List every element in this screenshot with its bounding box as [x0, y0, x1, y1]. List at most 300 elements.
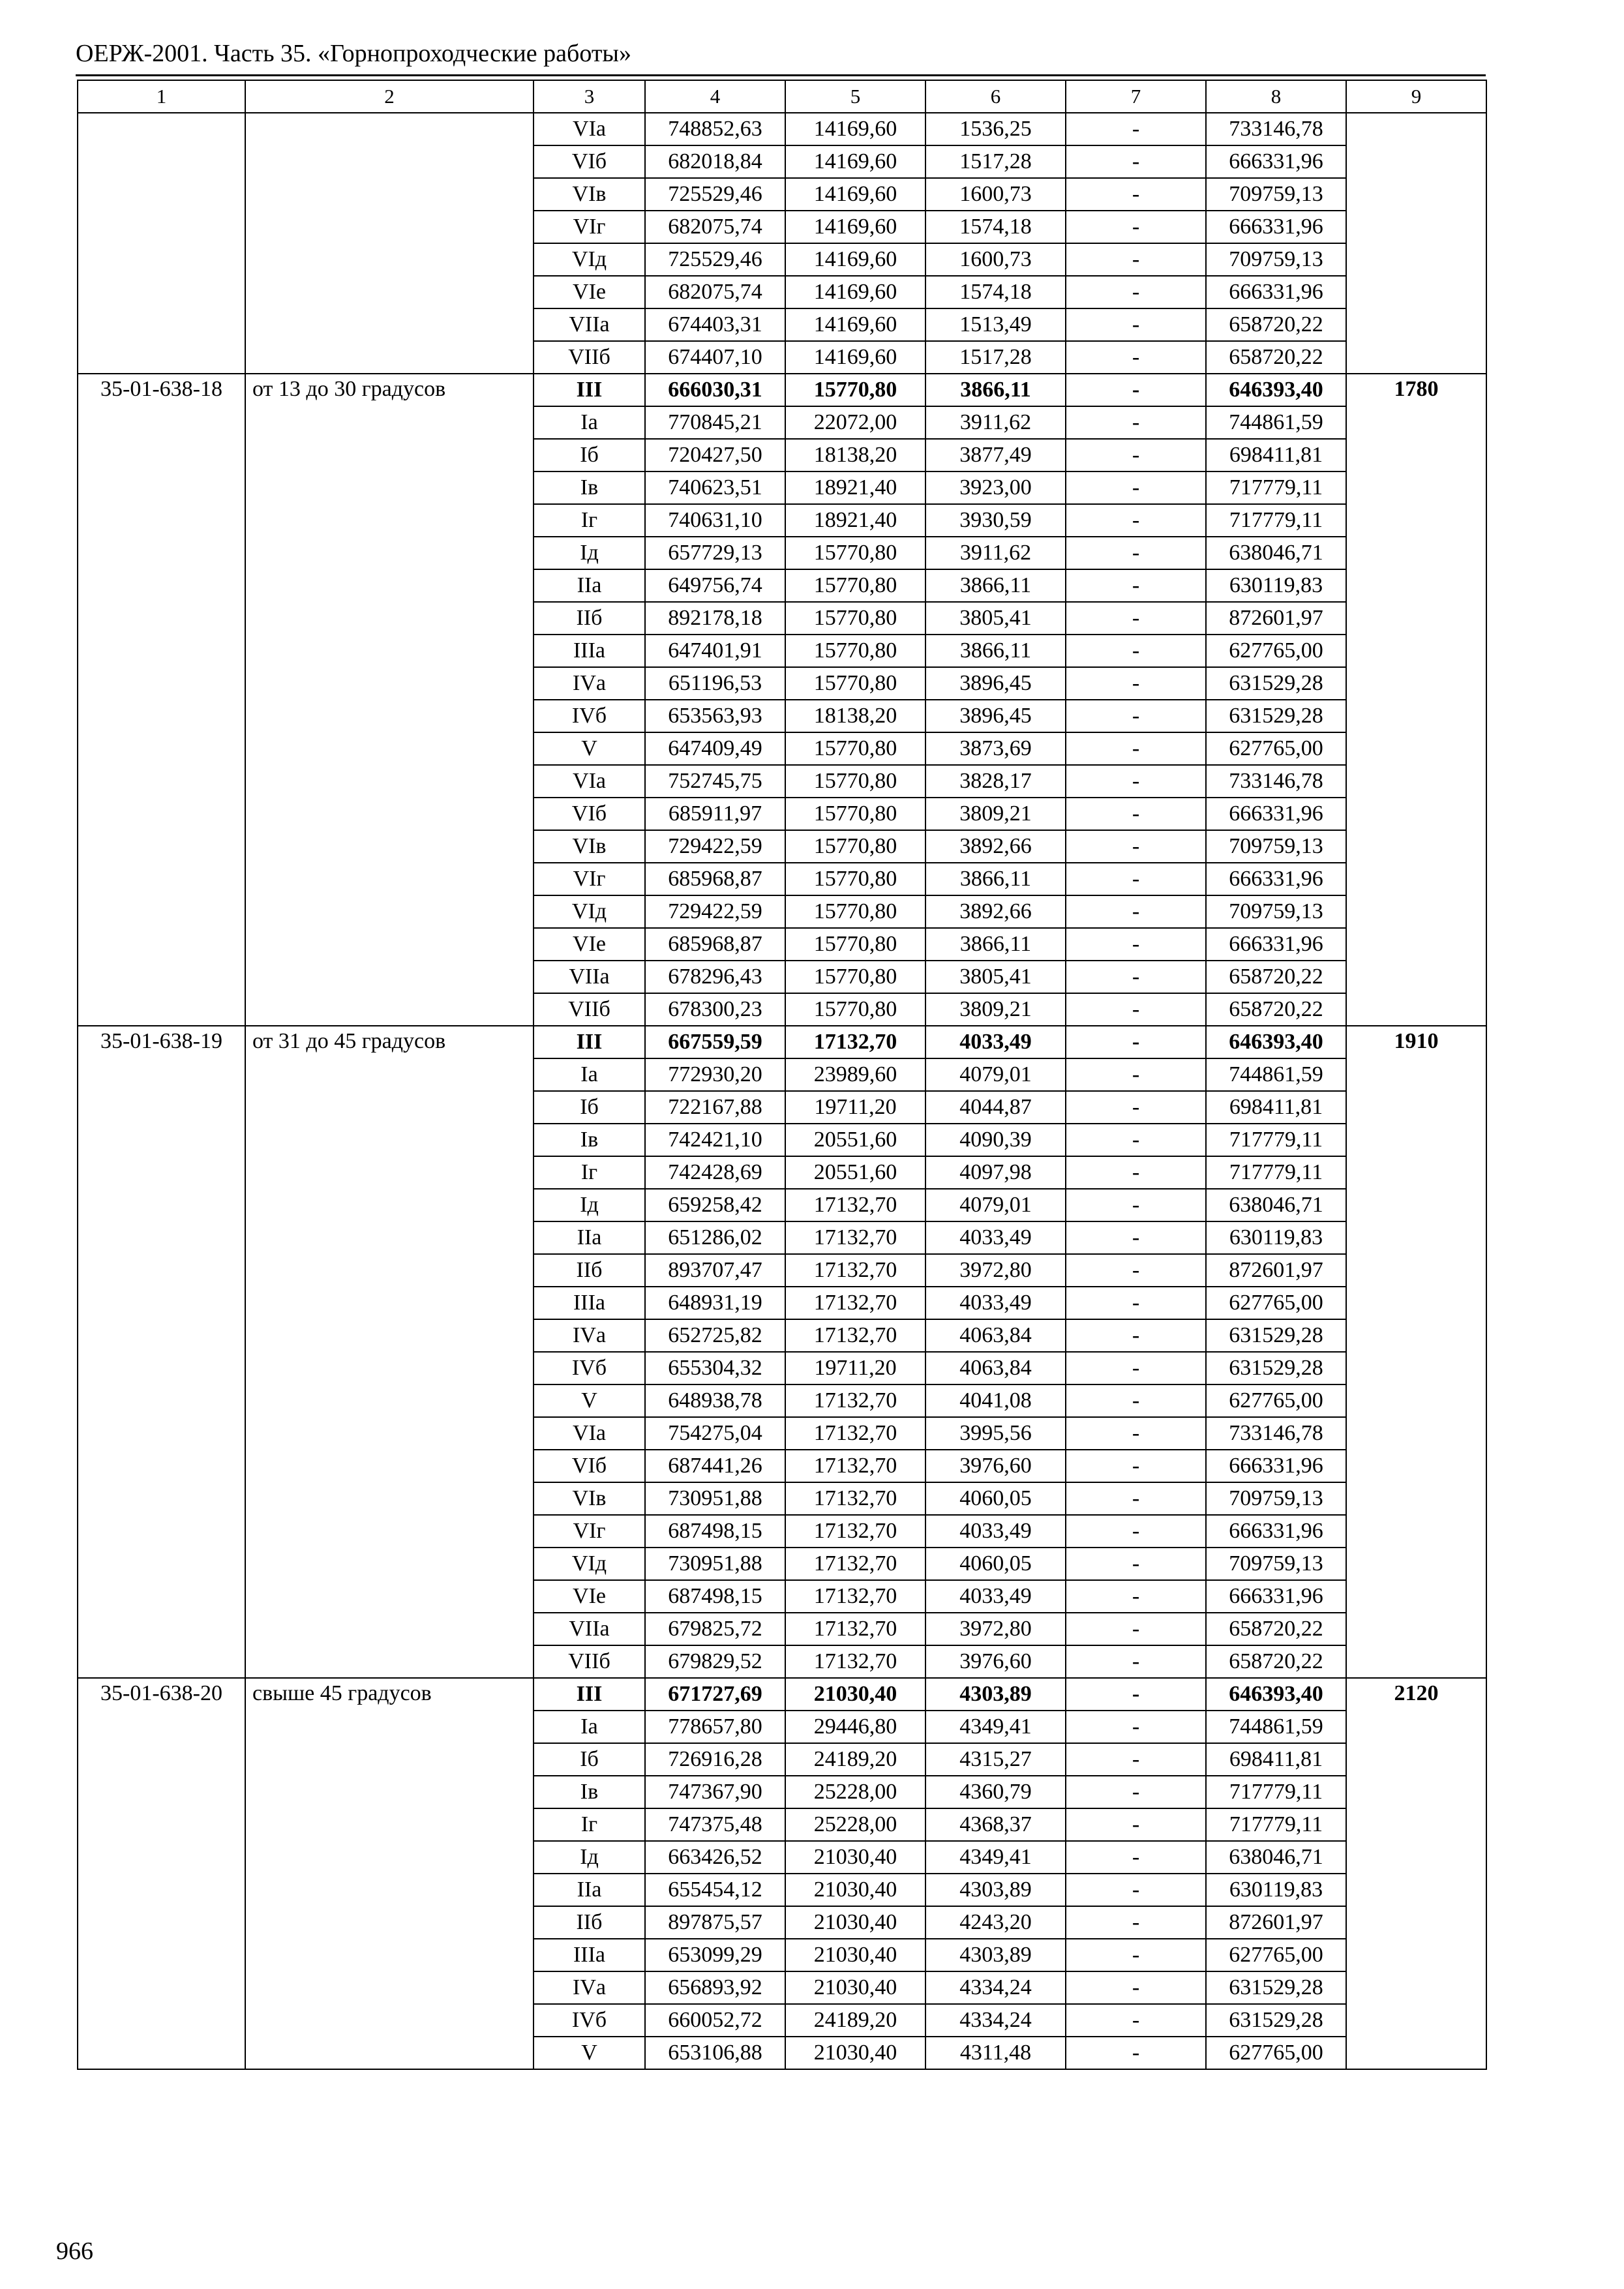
value-cell-col7: - [1066, 1287, 1206, 1319]
value-cell-col5: 20551,60 [785, 1156, 925, 1189]
value-cell-col3: V [534, 1384, 645, 1417]
rate-description-cell: свыше 45 градусов [245, 1678, 534, 2069]
value-cell-col4: 747375,48 [645, 1808, 785, 1841]
value-cell-col4: 679825,72 [645, 1613, 785, 1645]
value-cell-col5: 17132,70 [785, 1645, 925, 1678]
value-cell-col8: 698411,81 [1206, 1091, 1346, 1124]
value-cell-col5: 14169,60 [785, 145, 925, 178]
value-cell-col7: - [1066, 1221, 1206, 1254]
value-cell-col7: - [1066, 1743, 1206, 1776]
value-cell-col6: 3911,62 [925, 406, 1066, 439]
value-cell-col6: 4063,84 [925, 1319, 1066, 1352]
value-cell-col4: 772930,20 [645, 1058, 785, 1091]
value-cell-col4: 742428,69 [645, 1156, 785, 1189]
value-cell-col6: 4033,49 [925, 1026, 1066, 1058]
price-table [77, 80, 1487, 2070]
value-cell-col4: 647409,49 [645, 732, 785, 765]
rate-code-cell: 35-01-638-20 [78, 1678, 245, 2069]
value-cell-col5: 21030,40 [785, 1939, 925, 1971]
value-cell-col3: Iг [534, 504, 645, 537]
value-cell-col6: 3892,66 [925, 830, 1066, 863]
column-number-2: 2 [245, 80, 534, 113]
value-cell-col3: VIг [534, 211, 645, 243]
value-cell-col4: 747367,90 [645, 1776, 785, 1808]
value-cell-col3: Iг [534, 1808, 645, 1841]
value-cell-col7: - [1066, 1874, 1206, 1906]
value-cell-col8: 631529,28 [1206, 667, 1346, 700]
value-cell-col6: 4041,08 [925, 1384, 1066, 1417]
value-cell-col7: - [1066, 211, 1206, 243]
value-cell-col4: 687441,26 [645, 1450, 785, 1482]
value-cell-col8: 658720,22 [1206, 1613, 1346, 1645]
value-cell-col8: 717779,11 [1206, 1776, 1346, 1808]
value-cell-col5: 17132,70 [785, 1613, 925, 1645]
value-cell-col8: 666331,96 [1206, 1450, 1346, 1482]
value-cell-col7: - [1066, 1156, 1206, 1189]
value-cell-col8: 717779,11 [1206, 471, 1346, 504]
value-cell-col6: 4079,01 [925, 1058, 1066, 1091]
value-cell-col6: 4349,41 [925, 1841, 1066, 1874]
value-cell-col6: 1600,73 [925, 178, 1066, 211]
value-cell-col6: 1536,25 [925, 113, 1066, 145]
value-cell-col4: 653563,93 [645, 700, 785, 732]
value-cell-col7: - [1066, 1319, 1206, 1352]
value-cell-col7: - [1066, 569, 1206, 602]
value-cell-col5: 14169,60 [785, 341, 925, 374]
value-cell-col3: VIе [534, 928, 645, 961]
value-cell-col4: 740631,10 [645, 504, 785, 537]
value-cell-col5: 14169,60 [785, 211, 925, 243]
value-cell-col6: 4063,84 [925, 1352, 1066, 1384]
value-cell-col3: VIб [534, 798, 645, 830]
value-cell-col3: IVа [534, 667, 645, 700]
value-cell-col8: 709759,13 [1206, 1482, 1346, 1515]
value-cell-col4: 748852,63 [645, 113, 785, 145]
value-cell-col5: 17132,70 [785, 1515, 925, 1548]
value-cell-col5: 17132,70 [785, 1254, 925, 1287]
table-row [78, 113, 1486, 145]
value-cell-col3: Iд [534, 1189, 645, 1221]
value-cell-col7: - [1066, 830, 1206, 863]
value-cell-col8: 631529,28 [1206, 700, 1346, 732]
value-cell-col8: 666331,96 [1206, 145, 1346, 178]
column-number-5: 5 [785, 80, 925, 113]
value-cell-col5: 18138,20 [785, 700, 925, 732]
value-cell-col3: IIIа [534, 1287, 645, 1319]
value-cell-col6: 3866,11 [925, 569, 1066, 602]
value-cell-col4: 655454,12 [645, 1874, 785, 1906]
value-cell-col7: - [1066, 243, 1206, 276]
value-cell-col8: 658720,22 [1206, 308, 1346, 341]
value-cell-col6: 3923,00 [925, 471, 1066, 504]
value-cell-col4: 730951,88 [645, 1548, 785, 1580]
value-cell-col5: 14169,60 [785, 178, 925, 211]
value-cell-col8: 666331,96 [1206, 798, 1346, 830]
value-cell-col7: - [1066, 602, 1206, 635]
value-cell-col5: 17132,70 [785, 1482, 925, 1515]
value-cell-col7: - [1066, 1906, 1206, 1939]
value-cell-col3: VIа [534, 113, 645, 145]
value-cell-col4: 740623,51 [645, 471, 785, 504]
value-cell-col7: - [1066, 276, 1206, 308]
value-cell-col4: 687498,15 [645, 1580, 785, 1613]
value-cell-col4: 648931,19 [645, 1287, 785, 1319]
value-cell-col6: 4360,79 [925, 1776, 1066, 1808]
value-cell-col8: 744861,59 [1206, 1058, 1346, 1091]
value-cell-col5: 23989,60 [785, 1058, 925, 1091]
value-cell-col4: 674407,10 [645, 341, 785, 374]
value-cell-col3: VIб [534, 1450, 645, 1482]
value-cell-col4: 660052,72 [645, 2004, 785, 2037]
value-cell-col8: 709759,13 [1206, 830, 1346, 863]
value-cell-col5: 21030,40 [785, 1906, 925, 1939]
value-cell-col6: 1517,28 [925, 341, 1066, 374]
value-cell-col8: 744861,59 [1206, 406, 1346, 439]
column-9-value-cell: 2120 [1346, 1678, 1486, 2069]
value-cell-col3: Iа [534, 406, 645, 439]
value-cell-col3: VIд [534, 895, 645, 928]
value-cell-col5: 21030,40 [785, 1971, 925, 2004]
value-cell-col7: - [1066, 928, 1206, 961]
value-cell-col8: 627765,00 [1206, 1384, 1346, 1417]
value-cell-col8: 666331,96 [1206, 928, 1346, 961]
value-cell-col7: - [1066, 537, 1206, 569]
value-cell-col4: 674403,31 [645, 308, 785, 341]
value-cell-col3: VIIб [534, 993, 645, 1026]
value-cell-col6: 3805,41 [925, 602, 1066, 635]
value-cell-col3: IVб [534, 700, 645, 732]
value-cell-col7: - [1066, 1580, 1206, 1613]
value-cell-col4: 678300,23 [645, 993, 785, 1026]
value-cell-col3: VIв [534, 830, 645, 863]
value-cell-col7: - [1066, 1711, 1206, 1743]
value-cell-col4: 726916,28 [645, 1743, 785, 1776]
value-cell-col7: - [1066, 374, 1206, 406]
value-cell-col6: 4060,05 [925, 1482, 1066, 1515]
value-cell-col8: 630119,83 [1206, 1874, 1346, 1906]
value-cell-col8: 627765,00 [1206, 2037, 1346, 2069]
value-cell-col3: IIIа [534, 635, 645, 667]
value-cell-col6: 4033,49 [925, 1221, 1066, 1254]
value-cell-col8: 872601,97 [1206, 1906, 1346, 1939]
value-cell-col5: 21030,40 [785, 2037, 925, 2069]
value-cell-col3: IIа [534, 1874, 645, 1906]
value-cell-col5: 19711,20 [785, 1352, 925, 1384]
column-number-8: 8 [1206, 80, 1346, 113]
value-cell-col4: 655304,32 [645, 1352, 785, 1384]
value-cell-col8: 733146,78 [1206, 113, 1346, 145]
value-cell-col8: 630119,83 [1206, 569, 1346, 602]
value-cell-col8: 638046,71 [1206, 537, 1346, 569]
value-cell-col8: 666331,96 [1206, 1580, 1346, 1613]
value-cell-col5: 14169,60 [785, 276, 925, 308]
value-cell-col5: 17132,70 [785, 1580, 925, 1613]
value-cell-col4: 722167,88 [645, 1091, 785, 1124]
value-cell-col6: 4097,98 [925, 1156, 1066, 1189]
value-cell-col7: - [1066, 798, 1206, 830]
value-cell-col7: - [1066, 2037, 1206, 2069]
value-cell-col6: 3866,11 [925, 374, 1066, 406]
value-cell-col3: III [534, 1026, 645, 1058]
value-cell-col7: - [1066, 1189, 1206, 1221]
value-cell-col8: 638046,71 [1206, 1189, 1346, 1221]
value-cell-col4: 892178,18 [645, 602, 785, 635]
value-cell-col8: 872601,97 [1206, 602, 1346, 635]
value-cell-col6: 3976,60 [925, 1450, 1066, 1482]
value-cell-col4: 682075,74 [645, 211, 785, 243]
value-cell-col6: 1574,18 [925, 211, 1066, 243]
value-cell-col8: 627765,00 [1206, 635, 1346, 667]
value-cell-col3: Iб [534, 1091, 645, 1124]
value-cell-col4: 682018,84 [645, 145, 785, 178]
value-cell-col3: IVа [534, 1319, 645, 1352]
value-cell-col7: - [1066, 895, 1206, 928]
value-cell-col7: - [1066, 1939, 1206, 1971]
value-cell-col7: - [1066, 863, 1206, 895]
value-cell-col4: 729422,59 [645, 830, 785, 863]
value-cell-col7: - [1066, 1026, 1206, 1058]
value-cell-col8: 658720,22 [1206, 961, 1346, 993]
value-cell-col7: - [1066, 1776, 1206, 1808]
value-cell-col5: 17132,70 [785, 1548, 925, 1580]
value-cell-col5: 18138,20 [785, 439, 925, 471]
value-cell-col7: - [1066, 439, 1206, 471]
value-cell-col4: 663426,52 [645, 1841, 785, 1874]
page-number: 966 [56, 2237, 93, 2265]
rate-code-cell: 35-01-638-19 [78, 1026, 245, 1678]
value-cell-col4: 754275,04 [645, 1417, 785, 1450]
value-cell-col8: 646393,40 [1206, 1678, 1346, 1711]
value-cell-col8: 627765,00 [1206, 732, 1346, 765]
value-cell-col6: 4303,89 [925, 1678, 1066, 1711]
value-cell-col5: 15770,80 [785, 863, 925, 895]
value-cell-col6: 4079,01 [925, 1189, 1066, 1221]
column-number-4: 4 [645, 80, 785, 113]
value-cell-col6: 3911,62 [925, 537, 1066, 569]
value-cell-col8: 733146,78 [1206, 1417, 1346, 1450]
rate-code-cell: 35-01-638-18 [78, 374, 245, 1026]
value-cell-col7: - [1066, 1971, 1206, 2004]
value-cell-col6: 3995,56 [925, 1417, 1066, 1450]
value-cell-col7: - [1066, 961, 1206, 993]
value-cell-col8: 638046,71 [1206, 1841, 1346, 1874]
value-cell-col8: 666331,96 [1206, 863, 1346, 895]
value-cell-col6: 3809,21 [925, 798, 1066, 830]
value-cell-col7: - [1066, 1124, 1206, 1156]
value-cell-col6: 4303,89 [925, 1939, 1066, 1971]
value-cell-col6: 4349,41 [925, 1711, 1066, 1743]
value-cell-col3: VIв [534, 1482, 645, 1515]
value-cell-col4: 685911,97 [645, 798, 785, 830]
value-cell-col5: 29446,80 [785, 1711, 925, 1743]
rate-description-cell: от 13 до 30 градусов [245, 374, 534, 1026]
value-cell-col8: 627765,00 [1206, 1939, 1346, 1971]
value-cell-col8: 631529,28 [1206, 1971, 1346, 2004]
value-cell-col5: 18921,40 [785, 504, 925, 537]
value-cell-col3: IIIа [534, 1939, 645, 1971]
value-cell-col4: 679829,52 [645, 1645, 785, 1678]
value-cell-col4: 685968,87 [645, 928, 785, 961]
value-cell-col3: IVа [534, 1971, 645, 2004]
value-cell-col4: 770845,21 [645, 406, 785, 439]
value-cell-col4: 685968,87 [645, 863, 785, 895]
value-cell-col6: 3866,11 [925, 928, 1066, 961]
value-cell-col6: 4243,20 [925, 1906, 1066, 1939]
value-cell-col3: V [534, 732, 645, 765]
value-cell-col3: VIе [534, 276, 645, 308]
value-cell-col7: - [1066, 1548, 1206, 1580]
value-cell-col8: 658720,22 [1206, 1645, 1346, 1678]
value-cell-col6: 4368,37 [925, 1808, 1066, 1841]
value-cell-col3: VIIа [534, 308, 645, 341]
value-cell-col7: - [1066, 1678, 1206, 1711]
value-cell-col6: 4033,49 [925, 1287, 1066, 1319]
value-cell-col7: - [1066, 1808, 1206, 1841]
rate-description-cell: от 31 до 45 градусов [245, 1026, 534, 1678]
value-cell-col8: 658720,22 [1206, 993, 1346, 1026]
value-cell-col7: - [1066, 1091, 1206, 1124]
value-cell-col7: - [1066, 406, 1206, 439]
value-cell-col5: 24189,20 [785, 2004, 925, 2037]
value-cell-col6: 4033,49 [925, 1580, 1066, 1613]
value-cell-col6: 3866,11 [925, 863, 1066, 895]
value-cell-col3: VIд [534, 1548, 645, 1580]
value-cell-col5: 22072,00 [785, 406, 925, 439]
value-cell-col6: 4315,27 [925, 1743, 1066, 1776]
value-cell-col6: 4044,87 [925, 1091, 1066, 1124]
value-cell-col6: 3866,11 [925, 635, 1066, 667]
value-cell-col5: 15770,80 [785, 928, 925, 961]
value-cell-col6: 3972,80 [925, 1613, 1066, 1645]
value-cell-col6: 3873,69 [925, 732, 1066, 765]
column-number-1: 1 [78, 80, 245, 113]
value-cell-col3: IIа [534, 1221, 645, 1254]
value-cell-col8: 666331,96 [1206, 211, 1346, 243]
value-cell-col5: 15770,80 [785, 374, 925, 406]
value-cell-col5: 15770,80 [785, 667, 925, 700]
value-cell-col3: III [534, 374, 645, 406]
table-row [78, 1026, 1486, 1058]
value-cell-col6: 1517,28 [925, 145, 1066, 178]
value-cell-col5: 17132,70 [785, 1319, 925, 1352]
value-cell-col8: 646393,40 [1206, 374, 1346, 406]
value-cell-col4: 742421,10 [645, 1124, 785, 1156]
value-cell-col7: - [1066, 504, 1206, 537]
value-cell-col5: 17132,70 [785, 1189, 925, 1221]
value-cell-col8: 646393,40 [1206, 1026, 1346, 1058]
value-cell-col3: VIа [534, 1417, 645, 1450]
value-cell-col3: V [534, 2037, 645, 2069]
value-cell-col3: Iд [534, 1841, 645, 1874]
value-cell-col7: - [1066, 993, 1206, 1026]
value-cell-col5: 15770,80 [785, 830, 925, 863]
value-cell-col3: VIIа [534, 1613, 645, 1645]
value-cell-col7: - [1066, 667, 1206, 700]
value-cell-col4: 893707,47 [645, 1254, 785, 1287]
value-cell-col7: - [1066, 765, 1206, 798]
value-cell-col3: IIб [534, 602, 645, 635]
value-cell-col6: 1513,49 [925, 308, 1066, 341]
value-cell-col3: VIд [534, 243, 645, 276]
value-cell-col3: IVб [534, 1352, 645, 1384]
value-cell-col4: 647401,91 [645, 635, 785, 667]
value-cell-col4: 667559,59 [645, 1026, 785, 1058]
value-cell-col3: Iв [534, 1124, 645, 1156]
value-cell-col8: 717779,11 [1206, 504, 1346, 537]
value-cell-col4: 682075,74 [645, 276, 785, 308]
value-cell-col7: - [1066, 1058, 1206, 1091]
value-cell-col6: 4090,39 [925, 1124, 1066, 1156]
value-cell-col8: 666331,96 [1206, 1515, 1346, 1548]
value-cell-col6: 3896,45 [925, 667, 1066, 700]
value-cell-col7: - [1066, 1841, 1206, 1874]
value-cell-col7: - [1066, 2004, 1206, 2037]
value-cell-col6: 3976,60 [925, 1645, 1066, 1678]
value-cell-col4: 653099,29 [645, 1939, 785, 1971]
value-cell-col4: 651196,53 [645, 667, 785, 700]
column-number-3: 3 [534, 80, 645, 113]
value-cell-col3: VIб [534, 145, 645, 178]
column-number-7: 7 [1066, 80, 1206, 113]
value-cell-col4: 651286,02 [645, 1221, 785, 1254]
value-cell-col4: 729422,59 [645, 895, 785, 928]
value-cell-col6: 4334,24 [925, 2004, 1066, 2037]
value-cell-col8: 631529,28 [1206, 2004, 1346, 2037]
value-cell-col5: 25228,00 [785, 1808, 925, 1841]
value-cell-col8: 744861,59 [1206, 1711, 1346, 1743]
value-cell-col8: 666331,96 [1206, 276, 1346, 308]
value-cell-col5: 14169,60 [785, 243, 925, 276]
value-cell-col3: Iа [534, 1711, 645, 1743]
value-cell-col8: 627765,00 [1206, 1287, 1346, 1319]
value-cell-col5: 21030,40 [785, 1841, 925, 1874]
value-cell-col4: 730951,88 [645, 1482, 785, 1515]
value-cell-col4: 778657,80 [645, 1711, 785, 1743]
value-cell-col8: 630119,83 [1206, 1221, 1346, 1254]
value-cell-col8: 709759,13 [1206, 178, 1346, 211]
value-cell-col4: 671727,69 [645, 1678, 785, 1711]
value-cell-col3: Iв [534, 471, 645, 504]
value-cell-col3: Iб [534, 1743, 645, 1776]
value-cell-col7: - [1066, 1352, 1206, 1384]
value-cell-col5: 15770,80 [785, 602, 925, 635]
value-cell-col3: IIа [534, 569, 645, 602]
value-cell-col5: 17132,70 [785, 1450, 925, 1482]
value-cell-col8: 631529,28 [1206, 1319, 1346, 1352]
value-cell-col5: 19711,20 [785, 1091, 925, 1124]
value-cell-col3: IIб [534, 1906, 645, 1939]
value-cell-col4: 720427,50 [645, 439, 785, 471]
value-cell-col5: 20551,60 [785, 1124, 925, 1156]
value-cell-col7: - [1066, 635, 1206, 667]
rate-code-cell [78, 113, 245, 374]
value-cell-col4: 666030,31 [645, 374, 785, 406]
value-cell-col3: VIIа [534, 961, 645, 993]
value-cell-col5: 15770,80 [785, 961, 925, 993]
column-number-6: 6 [925, 80, 1066, 113]
value-cell-col5: 15770,80 [785, 993, 925, 1026]
value-cell-col7: - [1066, 1254, 1206, 1287]
value-cell-col5: 17132,70 [785, 1287, 925, 1319]
header-divider [76, 74, 1486, 76]
value-cell-col6: 4334,24 [925, 1971, 1066, 2004]
value-cell-col5: 14169,60 [785, 308, 925, 341]
value-cell-col5: 17132,70 [785, 1417, 925, 1450]
value-cell-col3: IIб [534, 1254, 645, 1287]
value-cell-col3: III [534, 1678, 645, 1711]
price-table-body [78, 80, 1486, 2069]
value-cell-col5: 14169,60 [785, 113, 925, 145]
